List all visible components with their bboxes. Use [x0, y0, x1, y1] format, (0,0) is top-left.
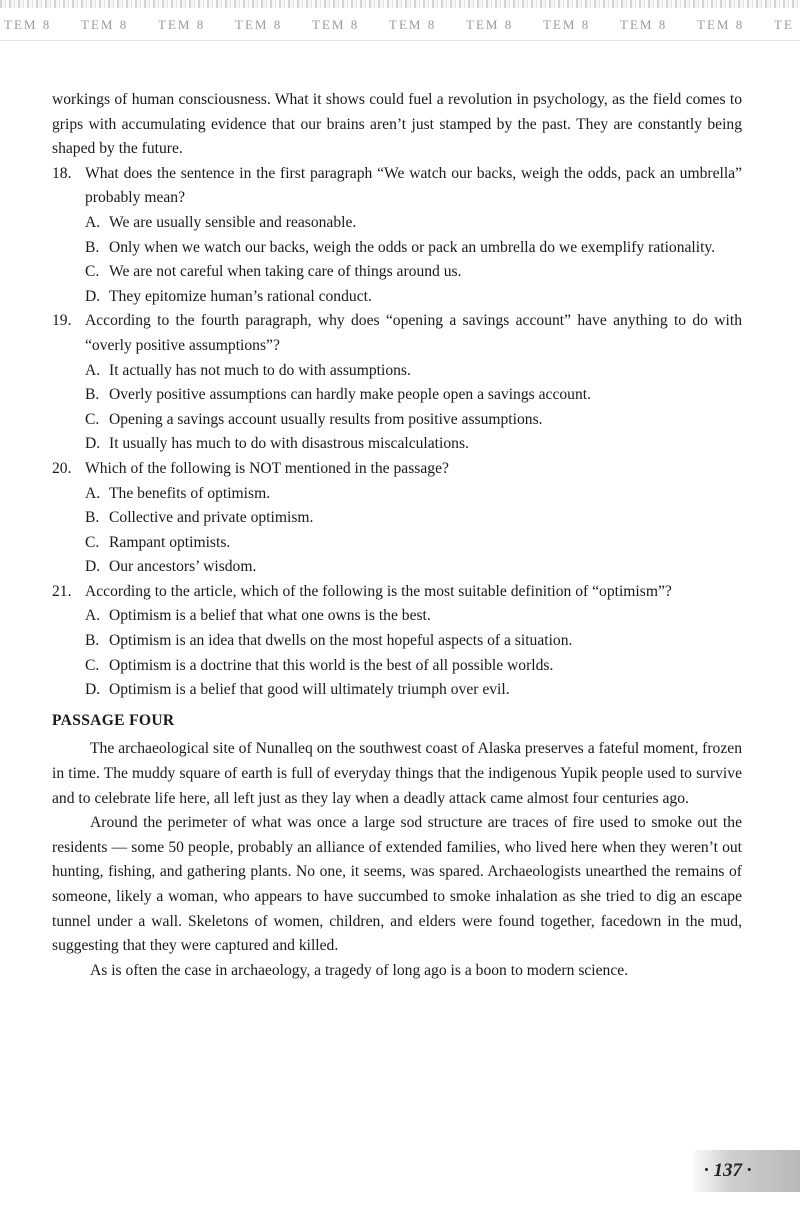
option-text: Optimism is an idea that dwells on the most hopeful aspects of a situation. — [109, 632, 573, 650]
answer-option — [52, 408, 742, 433]
option-text: It usually has much to do with disastrous miscalculations. — [109, 435, 469, 453]
header-divider — [0, 40, 800, 41]
option-text: Optimism is a doctrine that this world is the best of all possible worlds. — [109, 656, 554, 674]
answer-option — [52, 604, 742, 629]
option-letter: B. — [85, 509, 100, 527]
option-text: Overly positive assumptions can hardly make people open a savings account. — [109, 386, 591, 404]
option-text: Optimism is a belief that what one owns is the best. — [109, 607, 431, 625]
question-text: According to the article, which of the following is the most suitable definition of “optimism”? — [85, 582, 672, 600]
passage-paragraph: The archaeological site of Nunalleq on the southwest coast of Alaska preserves a fateful moment, frozen in time. The muddy square of earth is full of everyday things that the indigenous Yupik people used to survive and to celebrate life here, all left just as they lay when a deadly attack came almost four centuries ago. — [52, 740, 742, 807]
option-letter: C. — [85, 410, 100, 428]
question-number: 19. — [52, 312, 72, 330]
option-letter: D. — [85, 287, 101, 305]
option-letter: D. — [85, 435, 101, 453]
page-body — [52, 88, 742, 983]
option-letter: B. — [85, 386, 100, 404]
answer-option — [52, 383, 742, 408]
header-tag: TEM 8 — [312, 17, 360, 32]
answer-option — [52, 359, 742, 384]
question-number: 18. — [52, 164, 72, 182]
option-text: Only when we watch our backs, weigh the odds or pack an umbrella do we exemplify rationality. — [109, 238, 716, 256]
option-text: Opening a savings account usually results from positive assumptions. — [109, 410, 543, 428]
option-text: We are not careful when taking care of things around us. — [109, 263, 462, 281]
question-text: According to the fourth paragraph, why does “opening a savings account” have anything to do with “overly positive assumptions”? — [85, 312, 742, 354]
answer-option — [52, 482, 742, 507]
header-tag: TEM 8 — [620, 17, 668, 32]
option-letter: D. — [85, 558, 101, 576]
question-number: 21. — [52, 582, 72, 600]
answer-option — [52, 260, 742, 285]
option-letter: A. — [85, 361, 101, 379]
passage-heading: PASSAGE FOUR — [52, 711, 175, 729]
question-block — [52, 457, 742, 580]
answer-option — [52, 629, 742, 654]
option-text: Collective and private optimism. — [109, 509, 314, 527]
answer-option — [52, 211, 742, 236]
question-text: Which of the following is NOT mentioned in the passage? — [85, 459, 449, 477]
top-decorative-strip — [0, 0, 800, 8]
header-tag: TE — [774, 17, 794, 32]
option-text: They epitomize human’s rational conduct. — [109, 287, 372, 305]
question-block — [52, 309, 742, 457]
intro-paragraph: workings of human consciousness. What it shows could fuel a revolution in psychology, as the field comes to grips with accumulating evidence that our brains aren’t just stamped by the past. They are constantly being shaped by the future. — [52, 91, 742, 158]
option-text: We are usually sensible and reasonable. — [109, 213, 357, 231]
passage-paragraph: As is often the case in archaeology, a tragedy of long ago is a boon to modern science. — [90, 961, 629, 979]
question — [52, 580, 742, 605]
option-text: The benefits of optimism. — [109, 484, 271, 502]
page-number-tab — [690, 1150, 800, 1192]
option-text: Our ancestors’ wisdom. — [109, 558, 257, 576]
option-letter: D. — [85, 681, 101, 699]
running-header — [0, 12, 800, 38]
question-number: 20. — [52, 459, 72, 477]
answer-option — [52, 285, 742, 310]
answer-option — [52, 506, 742, 531]
option-letter: A. — [85, 484, 101, 502]
header-tag: TEM 8 — [4, 17, 52, 32]
answer-option — [52, 531, 742, 556]
option-letter: C. — [85, 263, 100, 281]
option-text: Optimism is a belief that good will ultimately triumph over evil. — [109, 681, 510, 699]
question — [52, 162, 742, 211]
option-letter: B. — [85, 238, 100, 256]
question-text: What does the sentence in the first paragraph “We watch our backs, weigh the odds, pack an umbrella” probably mean? — [85, 164, 742, 207]
question-block — [52, 162, 742, 310]
header-tag: TEM 8 — [466, 17, 514, 32]
option-text: Rampant optimists. — [109, 533, 231, 551]
option-text: It actually has not much to do with assumptions. — [109, 361, 411, 379]
header-tag: TEM 8 — [158, 17, 206, 32]
option-letter: A. — [85, 607, 101, 625]
header-tag: TEM 8 — [697, 17, 745, 32]
answer-option — [52, 432, 742, 457]
option-letter: B. — [85, 632, 100, 650]
answer-option — [52, 654, 742, 679]
option-letter: C. — [85, 533, 100, 551]
question-block — [52, 580, 742, 703]
option-letter: A. — [85, 213, 101, 231]
header-tag: TEM 8 — [543, 17, 591, 32]
header-tag: TEM 8 — [81, 17, 129, 32]
header-tag: TEM 8 — [389, 17, 437, 32]
passage-paragraph: Around the perimeter of what was once a large sod structure are traces of fire used to smoke out the residents — some 50 people, probably an alliance of extended families, who lived here when they weren’t out hunting, fishing, and gathering plants. No one, it seems, was spared. Archaeologists unearthed the remains of someone, likely a woman, who appears to have succumbed to smoke inhalation as she tried to dig an escape tunnel under a wall. Skeletons of women, children, and elders were found together, facedown in the mud, suggesting that they were captured and killed. — [52, 814, 742, 955]
question — [52, 457, 742, 482]
answer-option — [52, 678, 742, 703]
answer-option — [52, 236, 742, 261]
answer-option — [52, 555, 742, 580]
question — [52, 309, 742, 358]
page-number: · 137 · — [704, 1160, 752, 1181]
header-tag: TEM 8 — [235, 17, 283, 32]
option-letter: C. — [85, 656, 100, 674]
